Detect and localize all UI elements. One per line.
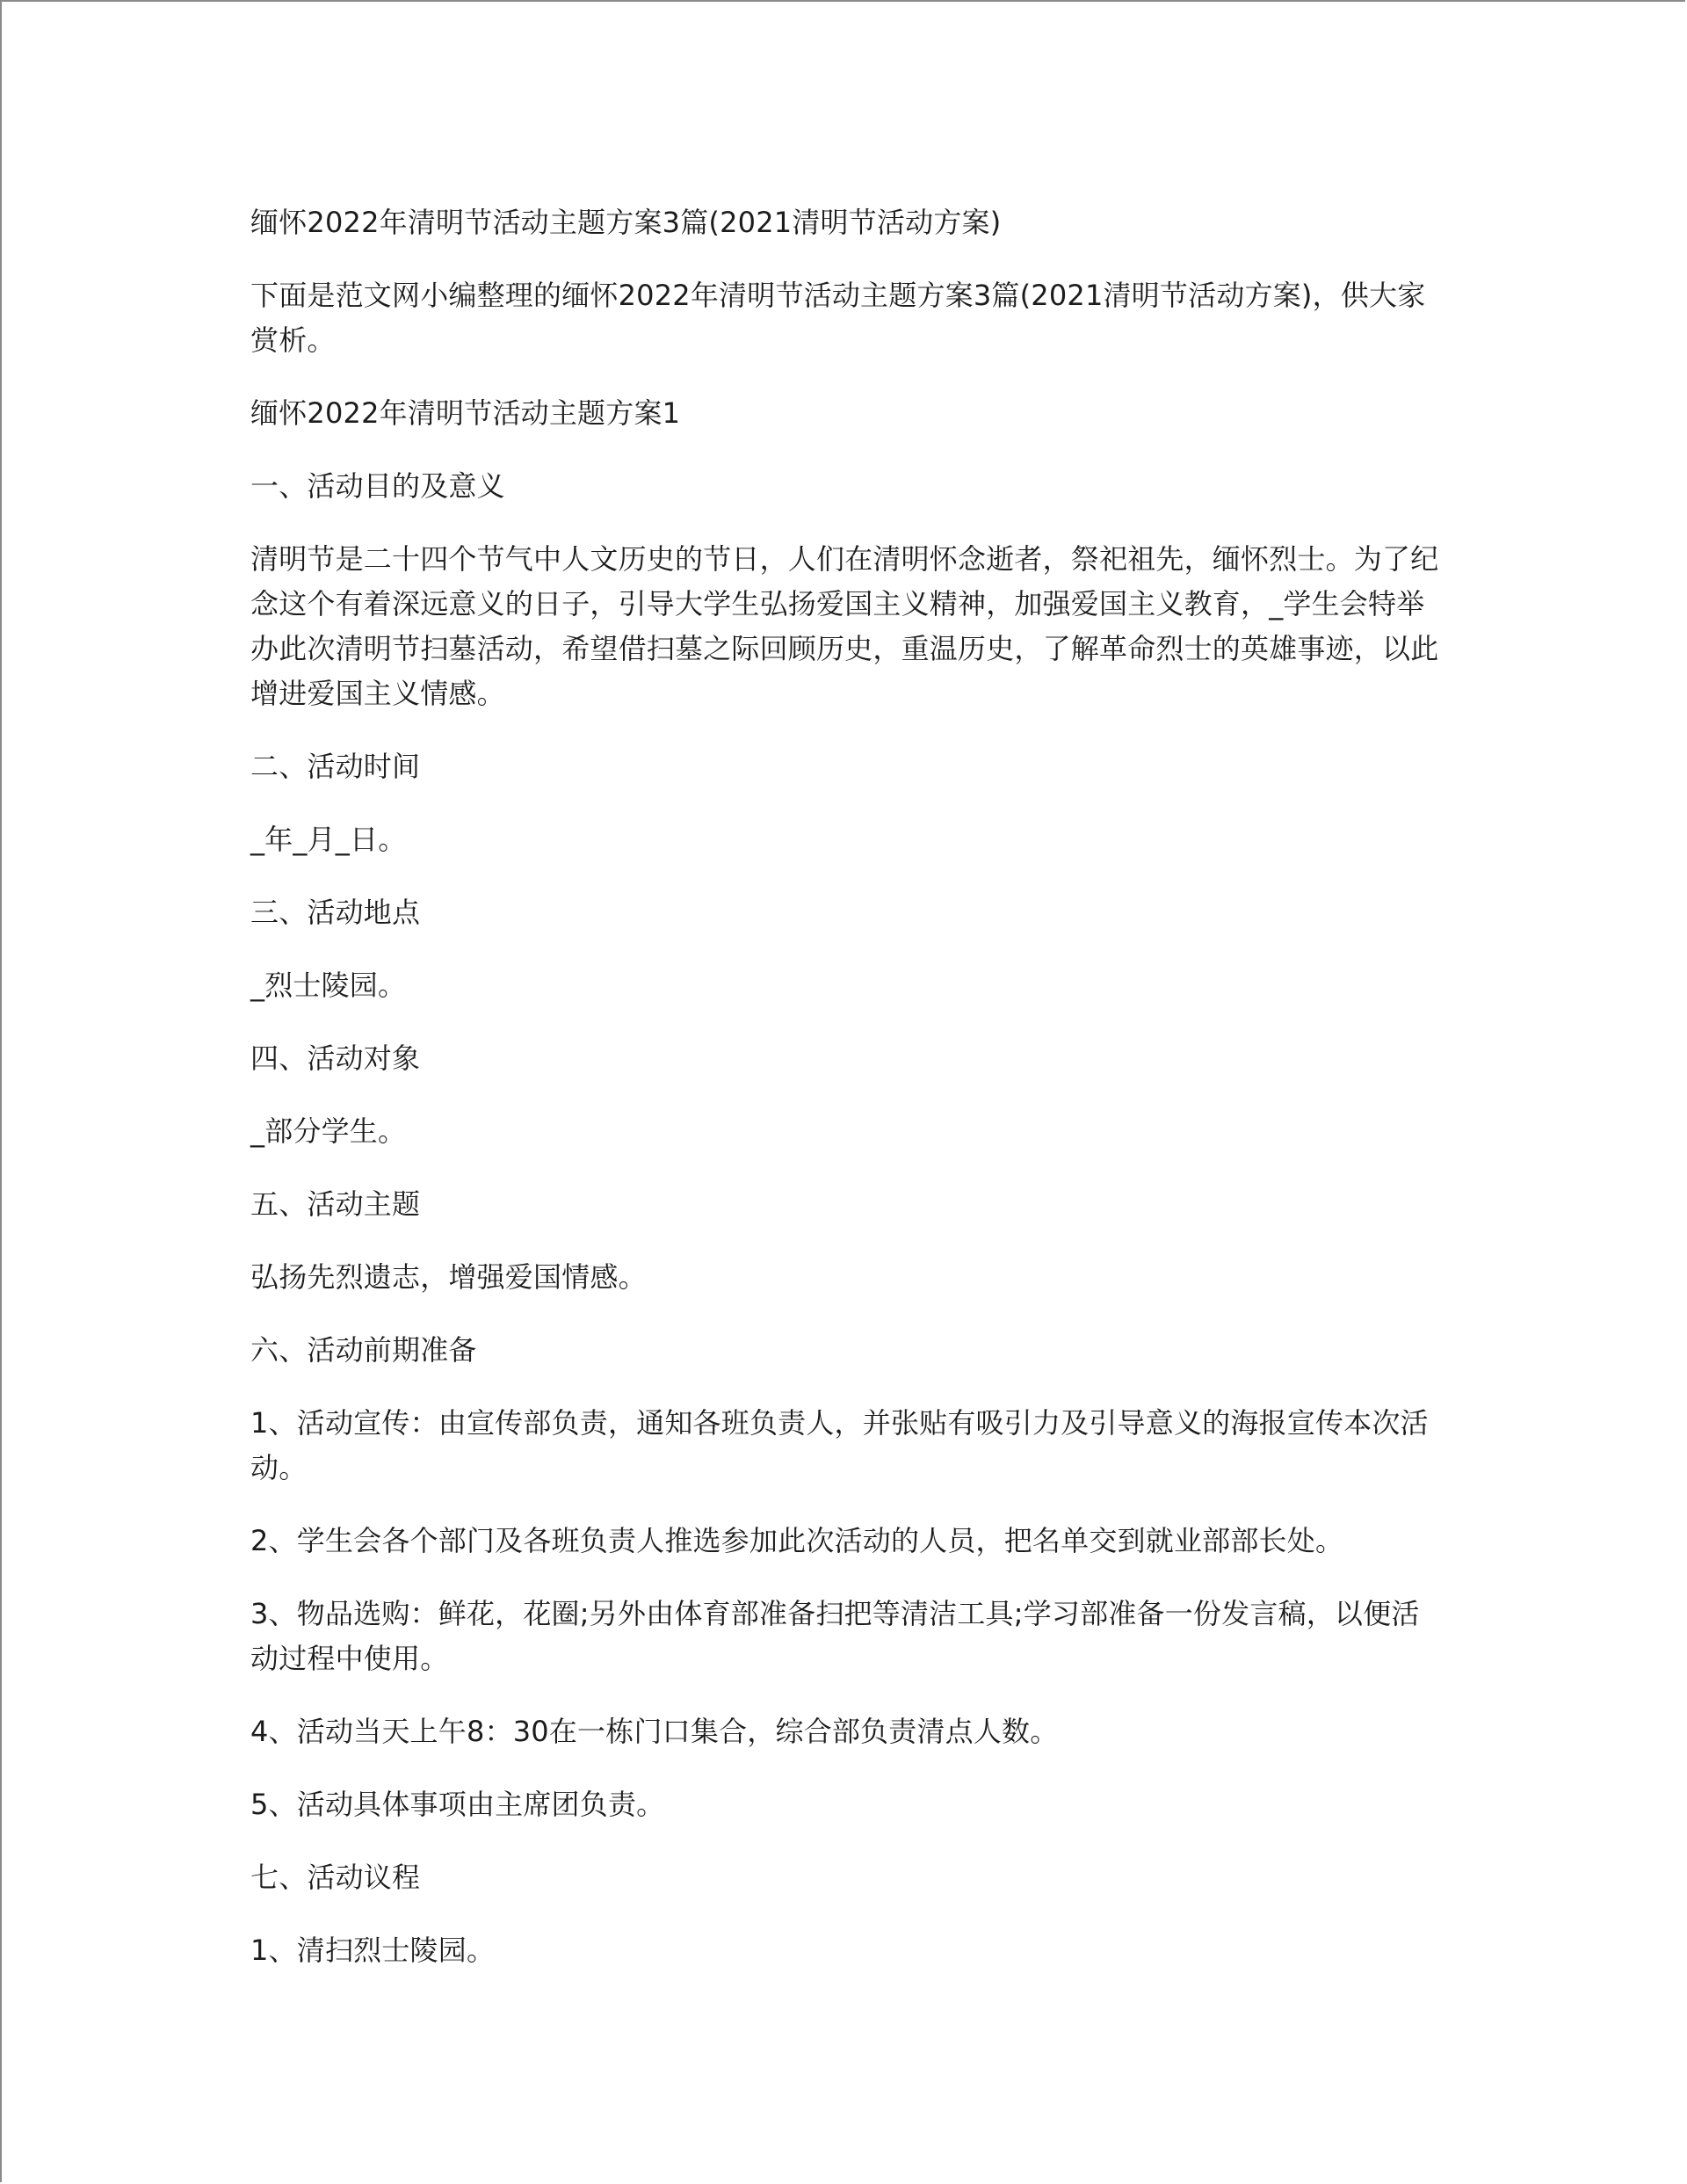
section-heading-audience: 四、活动对象 bbox=[250, 1041, 421, 1075]
section-body-theme: 弘扬先烈遗志，增强爱国情感。 bbox=[250, 1260, 647, 1294]
section-heading-preparation: 六、活动前期准备 bbox=[250, 1333, 477, 1367]
document-title: 缅怀2022年清明节活动主题方案3篇(2021清明节活动方案) bbox=[250, 206, 1002, 239]
intro-paragraph: 下面是范文网小编整理的缅怀2022年清明节活动主题方案3篇(2021清明节活动方案)，供大家赏析。 bbox=[250, 279, 1426, 357]
section-body-purpose: 清明节是二十四个节气中人文历史的节日，人们在清明怀念逝者，祭祀祖先，缅怀烈士。为了纪念这个有着深远意义的日子，引导大学生弘扬爱国主义精神，加强爱国主义教育，_学生会特举办此次清明节扫墓活动，希望借扫墓之际回顾历史，重温历史，了解革命烈士的英雄事迹，以此增进爱国主义情感。 bbox=[250, 542, 1439, 710]
section-heading-theme: 五、活动主题 bbox=[250, 1187, 421, 1221]
section-heading-location: 三、活动地点 bbox=[250, 896, 421, 929]
plan-subtitle: 缅怀2022年清明节活动主题方案1 bbox=[250, 396, 681, 430]
list-item: 4、活动当天上午8：30在一栋门口集合，综合部负责清点人数。 bbox=[250, 1715, 1059, 1748]
section-heading-purpose: 一、活动目的及意义 bbox=[250, 469, 505, 503]
list-item: 5、活动具体事项由主席团负责。 bbox=[250, 1788, 665, 1821]
list-item: 2、学生会各个部门及各班负责人推选参加此次活动的人员，把名单交到就业部部长处。 bbox=[250, 1524, 1344, 1557]
section-body-location: _烈士陵园。 bbox=[250, 969, 407, 1002]
list-item: 1、活动宣传：由宣传部负责，通知各班负责人，并张贴有吸引力及引导意义的海报宣传本次活动。 bbox=[250, 1406, 1429, 1484]
document-body bbox=[250, 200, 1445, 1973]
list-item: 3、物品选购：鲜花，花圈;另外由体育部准备扫把等清洁工具;学习部准备一份发言稿，以便活动过程中使用。 bbox=[250, 1597, 1420, 1675]
section-body-audience: _部分学生。 bbox=[250, 1114, 407, 1148]
section-heading-agenda: 七、活动议程 bbox=[250, 1861, 421, 1894]
section-heading-time: 二、活动时间 bbox=[250, 750, 421, 783]
list-item: 1、清扫烈士陵园。 bbox=[250, 1934, 496, 1967]
section-body-time: _年_月_日。 bbox=[250, 823, 407, 856]
